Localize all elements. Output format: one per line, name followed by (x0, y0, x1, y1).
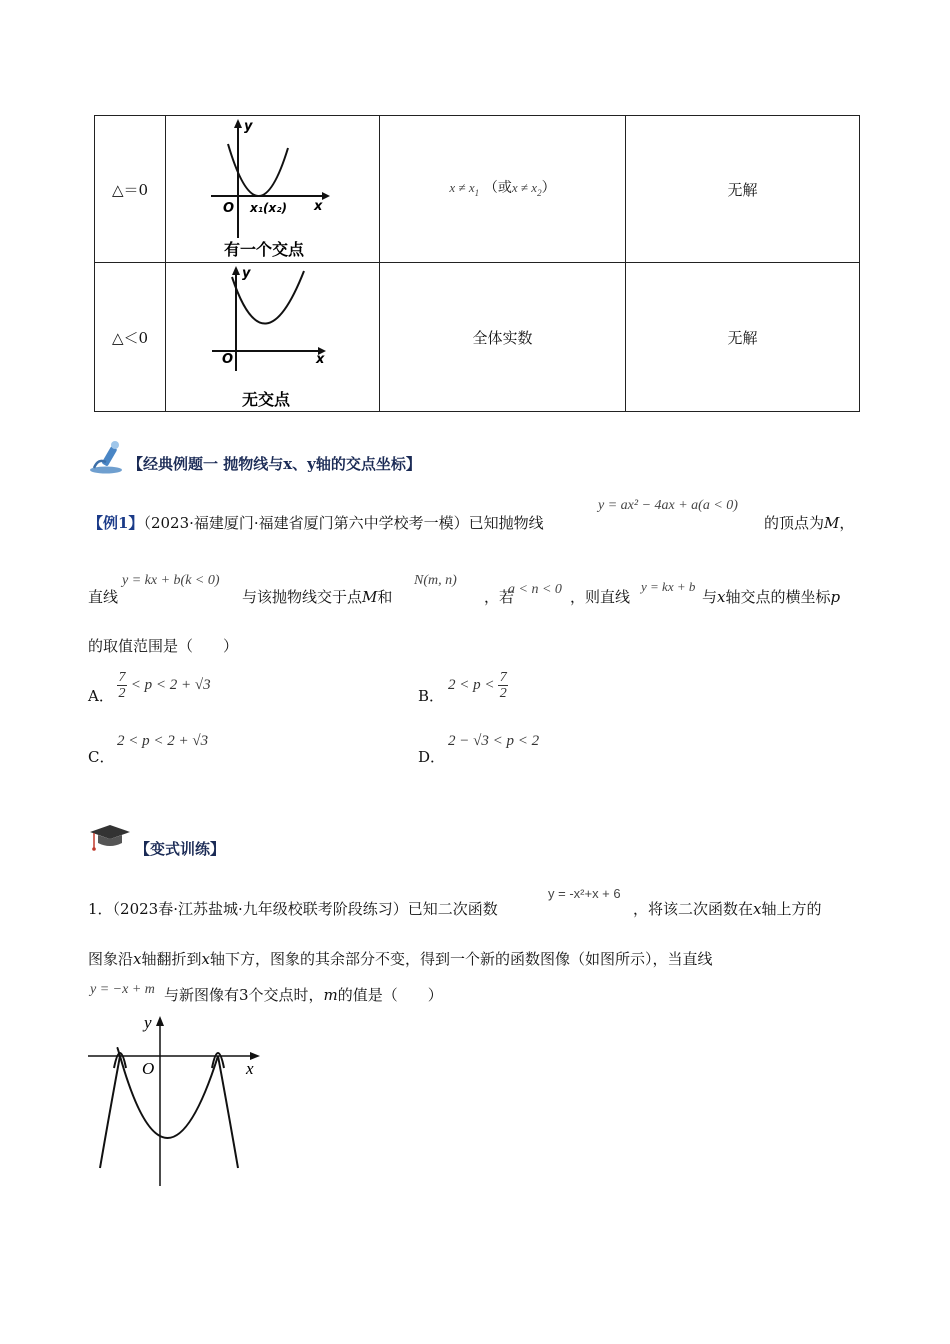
section-title-example: 【经典例题一 抛物线与x、y轴的交点坐标】 (128, 455, 421, 473)
then-text: ，则直线 (570, 588, 631, 606)
x-axis-label: x (246, 1059, 254, 1078)
graph-no-intersection (166, 263, 380, 412)
example-line-1 (88, 513, 544, 533)
folded-parabola-graph (84, 1010, 274, 1190)
solution-expr-1: x ≠ x (449, 179, 475, 195)
solution-cell-zero (380, 116, 626, 263)
solution-mid: （或 (483, 179, 512, 196)
solution-sub-2: 2 (537, 187, 542, 198)
result-cell-negative: 无解 (626, 263, 860, 412)
graph-one-intersection (166, 116, 380, 263)
meet-text: 与该抛物线交于点M和 (242, 588, 393, 606)
discriminant-table (94, 115, 860, 412)
microscope-icon (88, 440, 128, 474)
option-d-expr: 2 − √3 < p < 2 (448, 733, 540, 749)
exercise-line-1-tail: ，将该二次函数在x轴上方的 (633, 900, 822, 918)
origin-label: O (142, 1059, 155, 1078)
exercise-line-2: 图象沿x轴翻折到x轴下方，图象的其余部分不变，得到一个新的函数图像（如图所示），当直线 (88, 950, 713, 968)
vertex-text: 的顶点为M， (764, 514, 855, 532)
parabola-tangent-graph (166, 116, 379, 262)
line-m-expr: y = −x + m (90, 982, 155, 997)
x-axis-label: x (316, 352, 325, 367)
abscissa-text: 与x轴交点的横坐标p (702, 588, 841, 606)
delta-negative-label: △＜0 (95, 263, 166, 412)
y-axis-label: y (242, 266, 251, 281)
function-expr: y = -x²+x + 6 (548, 886, 621, 901)
option-a-label: A． (88, 687, 114, 705)
origin-label: O (223, 201, 235, 216)
solution-end: ） (541, 179, 556, 196)
range-text: 的取值范围是（ ） (88, 637, 239, 655)
exercise-line-3: 与新图像有3个交点时，m的值是（ ） (164, 986, 443, 1004)
if-text: ，若 (484, 588, 515, 606)
delta-zero-label: △＝0 (95, 116, 166, 263)
x-axis-label: x (314, 199, 323, 214)
graph-caption: 无交点 (242, 390, 291, 409)
parabola-above-axis-graph (166, 263, 379, 411)
option-b-expr: 2 < p < $\frac{7}{2}$ (448, 670, 507, 701)
root-label: x₁(x₂) (250, 201, 287, 215)
graduation-cap-icon (88, 824, 132, 854)
solution-sub-1: 1 (474, 187, 480, 198)
line-expr-2: y = kx + b (641, 579, 696, 594)
option-c-label: C． (88, 748, 115, 766)
solution-cell-negative: 全体实数 (380, 263, 626, 412)
condition-expr: a < n < 0 (508, 582, 562, 597)
exercise-line-1: 1．（2023春·江苏盐城·九年级校联考阶段练习）已知二次函数 (88, 900, 498, 918)
option-b-label: B． (418, 687, 445, 705)
point-n-expr: N(m, n) (414, 573, 457, 588)
section-title-practice: 【变式训练】 (135, 840, 226, 858)
graph-caption: 有一个交点 (224, 240, 305, 259)
y-axis-label: y (244, 119, 253, 134)
y-axis-label: y (144, 1013, 152, 1032)
example-source: （2023·福建厦门·福建省厦门第六中学校考一模）已知抛物线 (143, 514, 544, 532)
option-c-expr: 2 < p < 2 + √3 (117, 733, 209, 749)
origin-label: O (222, 352, 234, 367)
option-a-expr: $\frac{7}{2}$ < p < 2 + √3 (118, 670, 211, 701)
result-cell-zero: 无解 (626, 116, 860, 263)
option-d-label: D． (418, 748, 446, 766)
parabola-expr: y = ax² − 4ax + a(a < 0) (598, 498, 738, 513)
line-prefix: 直线 (88, 588, 119, 606)
solution-expr-2: x ≠ x (511, 179, 538, 195)
example-tag: 【例1】 (88, 514, 144, 532)
line-expr: y = kx + b(k < 0) (122, 573, 220, 588)
